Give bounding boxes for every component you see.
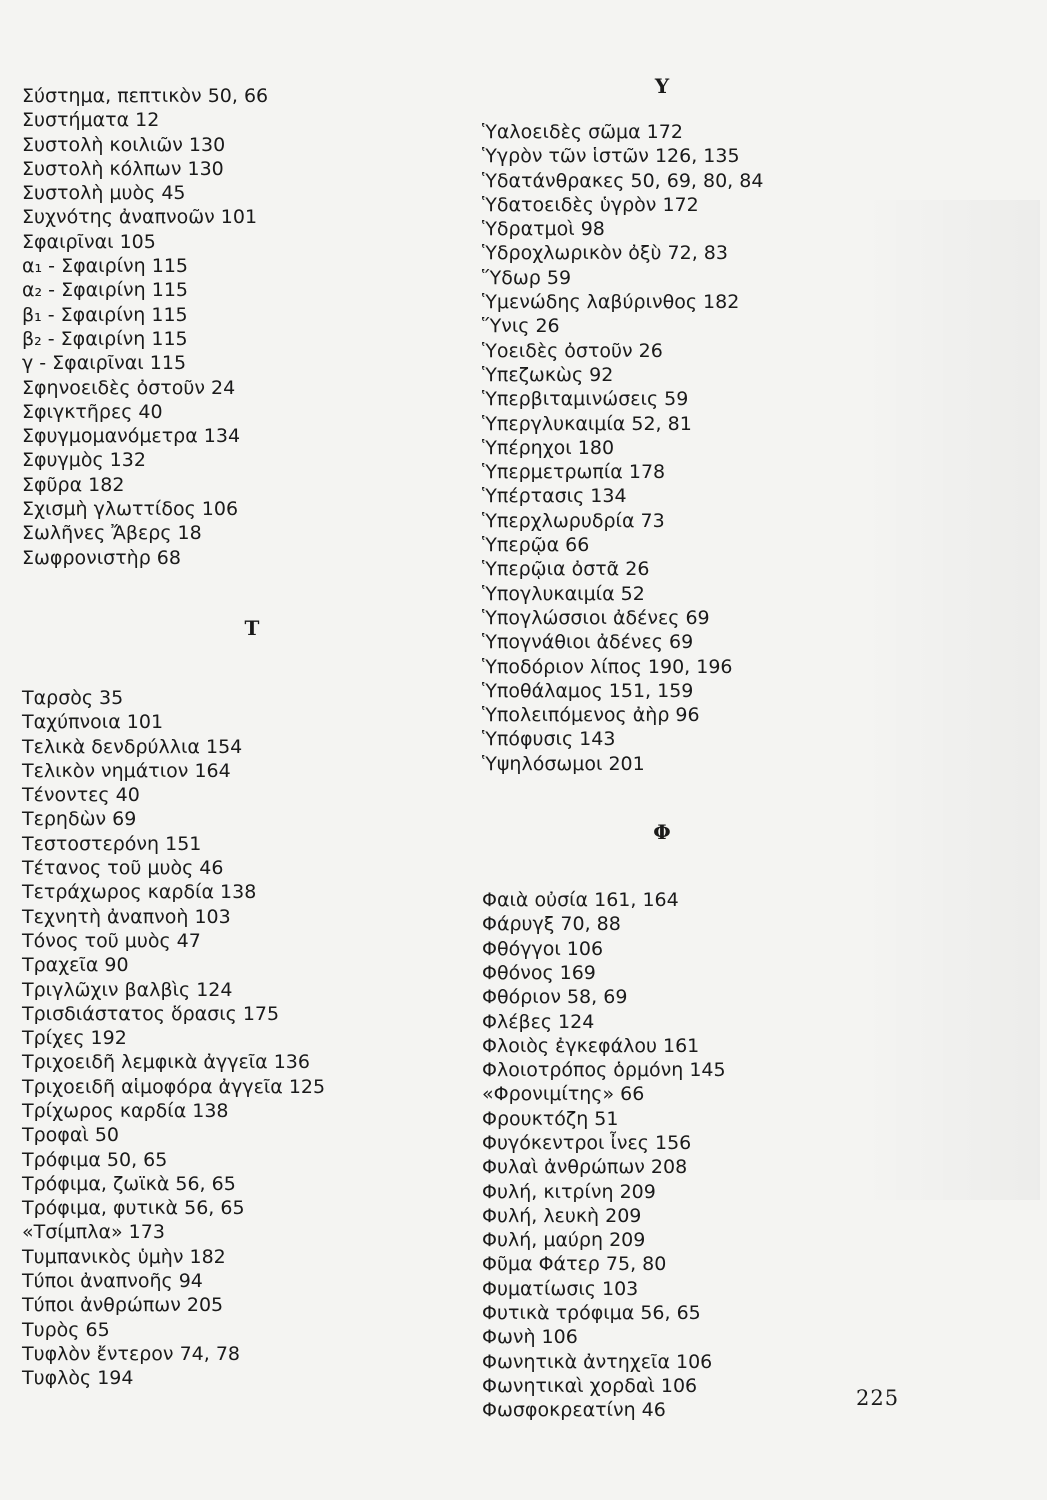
index-entry: Φλοιὸς ἐγκεφάλου 161 — [482, 1034, 700, 1057]
index-entry: Τέτανος τοῦ μυὸς 46 — [22, 857, 224, 880]
index-entry: Τρόφιμα 50, 65 — [22, 1148, 168, 1171]
page-number: 225 — [856, 1386, 900, 1410]
index-entry: Τραχεῖα 90 — [22, 954, 129, 977]
index-entry: Ὑγρὸν τῶν ἱστῶν 126, 135 — [482, 145, 740, 168]
phi-entry-list — [482, 888, 902, 1423]
index-entry: Τεχνητὴ ἀναπνοὴ 103 — [22, 905, 231, 928]
index-entry: Σωλῆνες Ἄβερς 18 — [22, 522, 202, 545]
index-entry: Τυφλὸς 194 — [22, 1367, 134, 1390]
index-entry: Τρισδιάστατος ὅρασις 175 — [22, 1002, 280, 1025]
index-entry: α₂ - Σφαιρίνη 115 — [22, 279, 189, 302]
index-entry: Τετράχωρος καρδία 138 — [22, 881, 257, 904]
index-entry: Ὑποδόριον λίπος 190, 196 — [482, 655, 733, 678]
index-entry: Φυλή, μαύρη 209 — [482, 1229, 646, 1252]
right-column — [482, 120, 902, 1423]
index-entry: Τελικὰ δενδρύλλια 154 — [22, 735, 243, 758]
index-entry: Ταρσὸς 35 — [22, 686, 124, 709]
index-entry: Ὑοειδὲς ὀστοῦν 26 — [482, 339, 663, 362]
index-entry: Τρίχωρος καρδία 138 — [22, 1099, 229, 1122]
index-entry: Ὑπερχλωρυδρία 73 — [482, 509, 665, 532]
index-entry: γ - Σφαιρῖναι 115 — [22, 352, 187, 375]
index-entry: Τένοντες 40 — [22, 784, 140, 807]
index-entry: Τυρὸς 65 — [22, 1318, 110, 1341]
index-entry: Ὑπεζωκὼς 92 — [482, 363, 614, 386]
index-entry: Ὑδατάνθρακες 50, 69, 80, 84 — [482, 169, 764, 192]
index-entry: Φωσφοκρεατίνη 46 — [482, 1399, 666, 1422]
index-entry: Τύποι ἀναπνοῆς 94 — [22, 1270, 203, 1293]
index-entry: Ὑπερῷια ὀστᾶ 26 — [482, 558, 650, 581]
index-entry: Φαιὰ οὐσία 161, 164 — [482, 889, 679, 912]
index-entry: Τεστοστερόνη 151 — [22, 832, 202, 855]
section-letter-y: Υ — [654, 74, 670, 98]
index-entry: Φυλή, λευκὴ 209 — [482, 1204, 642, 1227]
index-entry: Ταχύπνοια 101 — [22, 711, 164, 734]
index-entry: Σφυγμὸς 132 — [22, 449, 146, 472]
index-entry: Τριγλῶχιν βαλβὶς 124 — [22, 978, 233, 1001]
index-entry: Τρίχες 192 — [22, 1027, 127, 1050]
index-entry: Φῦμα Φάτερ 75, 80 — [482, 1253, 667, 1276]
index-entry: Συχνότης ἀναπνοῶν 101 — [22, 206, 258, 229]
index-entry: Ὑαλοειδὲς σῶμα 172 — [482, 121, 683, 143]
index-entry: Τροφαὶ 50 — [22, 1124, 119, 1147]
index-entry: Ὑμενώδης λαβύρινθος 182 — [482, 291, 740, 314]
index-entry: Τυφλὸν ἔντερον 74, 78 — [22, 1342, 241, 1365]
tau-entry-list — [22, 686, 442, 1391]
index-entry: Φυτικὰ τρόφιμα 56, 65 — [482, 1302, 701, 1325]
index-entry: Ὑποθάλαμος 151, 159 — [482, 679, 694, 702]
index-entry: Ὑψηλόσωμοι 201 — [482, 752, 645, 775]
index-entry: Ὕδωρ 59 — [482, 266, 572, 289]
index-entry: β₁ - Σφαιρίνη 115 — [22, 303, 188, 326]
index-entry: Ὑπεργλυκαιμία 52, 81 — [482, 412, 692, 435]
index-entry: Ὑπολειπόμενος ἀὴρ 96 — [482, 704, 700, 727]
index-entry: Φυγόκεντροι ἶνες 156 — [482, 1131, 692, 1154]
index-entry: Τρόφιμα, ζωϊκὰ 56, 65 — [22, 1172, 236, 1195]
index-entry: β₂ - Σφαιρίνη 115 — [22, 327, 188, 350]
index-entry: Ὑπερμετρωπία 178 — [482, 461, 666, 484]
index-entry: Ὑδατοειδὲς ὑγρὸν 172 — [482, 193, 699, 216]
index-entry: Τριχοειδῆ λεμφικὰ ἀγγεῖα 136 — [22, 1051, 310, 1074]
index-entry: Φθόνος 169 — [482, 961, 596, 984]
index-entry: Φθόριον 58, 69 — [482, 986, 628, 1009]
index-entry: Συστολὴ κοιλιῶν 130 — [22, 133, 226, 156]
index-entry: Φυλαὶ ἀνθρώπων 208 — [482, 1156, 688, 1179]
section-letter-f: Φ — [653, 820, 671, 845]
index-entry: Τυμπανικὸς ὑμὴν 182 — [22, 1245, 226, 1268]
index-entry: Συστολὴ κόλπων 130 — [22, 157, 224, 180]
index-entry: Σφαιρῖναι 105 — [22, 230, 156, 253]
index-entry: Ὑπόφυσις 143 — [482, 728, 616, 751]
index-entry: Φλέβες 124 — [482, 1010, 595, 1033]
index-entry: Τριχοειδῆ αἱμοφόρα ἀγγεῖα 125 — [22, 1075, 326, 1098]
index-entry: Φωνητικαὶ χορδαὶ 106 — [482, 1374, 698, 1397]
index-entry: Φωνὴ 106 — [482, 1326, 578, 1349]
index-entry: Σφῦρα 182 — [22, 473, 125, 496]
index-entry: Ὑπογλυκαιμία 52 — [482, 582, 645, 605]
section-letter-t: Τ — [244, 615, 260, 640]
index-entry: Τόνος τοῦ μυὸς 47 — [22, 929, 201, 952]
index-entry: Ὑπέρηχοι 180 — [482, 436, 615, 459]
index-entry: Ὕνις 26 — [482, 315, 560, 338]
index-entry: Φωνητικὰ ἀντηχεῖα 106 — [482, 1350, 713, 1373]
index-entry: Ὑπογλώσσιοι ἀδένες 69 — [482, 606, 710, 629]
index-entry: Φυλή, κιτρίνη 209 — [482, 1180, 656, 1203]
index-entry: Ὑδρατμοὶ 98 — [482, 218, 605, 241]
index-entry: Ὑδροχλωρικὸν ὀξὺ 72, 83 — [482, 242, 728, 265]
index-entry: Φυματίωσις 103 — [482, 1277, 639, 1300]
index-entry: «Τσίμπλα» 173 — [22, 1221, 165, 1244]
index-entry: Φθόγγοι 106 — [482, 937, 604, 960]
index-entry: Τύποι ἀνθρώπων 205 — [22, 1294, 224, 1317]
index-entry: Τελικὸν νημάτιον 164 — [22, 759, 231, 782]
index-entry: Σύστημα, πεπτικὸν 50, 66 — [22, 85, 269, 107]
index-entry: Ὑπερῷα 66 — [482, 534, 590, 557]
index-entry: Ὑπερβιταμινώσεις 59 — [482, 388, 689, 411]
index-entry: Τρόφιμα, φυτικὰ 56, 65 — [22, 1197, 245, 1220]
left-column — [22, 84, 442, 1391]
index-entry: Ὑπέρτασις 134 — [482, 485, 627, 508]
index-entry: Φρουκτόζη 51 — [482, 1107, 619, 1130]
upsilon-entry-list — [482, 120, 902, 776]
index-entry: Φλοιοτρόπος ὁρμόνη 145 — [482, 1059, 726, 1082]
index-entry: Σφυγμομανόμετρα 134 — [22, 425, 241, 448]
index-entry: α₁ - Σφαιρίνη 115 — [22, 255, 189, 278]
index-entry: Σωφρονιστὴρ 68 — [22, 546, 181, 569]
index-entry: Σφηνοειδὲς ὀστοῦν 24 — [22, 376, 236, 399]
index-entry: Φάρυγξ 70, 88 — [482, 913, 621, 936]
index-entry: Σχισμὴ γλωττίδος 106 — [22, 498, 239, 521]
index-entry: Συστήματα 12 — [22, 109, 160, 132]
index-entry: «Φρονιμίτης» 66 — [482, 1083, 645, 1106]
index-entry: Ὑπογνάθιοι ἀδένες 69 — [482, 631, 694, 654]
index-entry: Σφιγκτῆρες 40 — [22, 400, 163, 423]
index-entry: Συστολὴ μυὸς 45 — [22, 182, 186, 205]
index-entry: Τερηδὼν 69 — [22, 808, 137, 831]
sigma-entry-list — [22, 84, 442, 570]
